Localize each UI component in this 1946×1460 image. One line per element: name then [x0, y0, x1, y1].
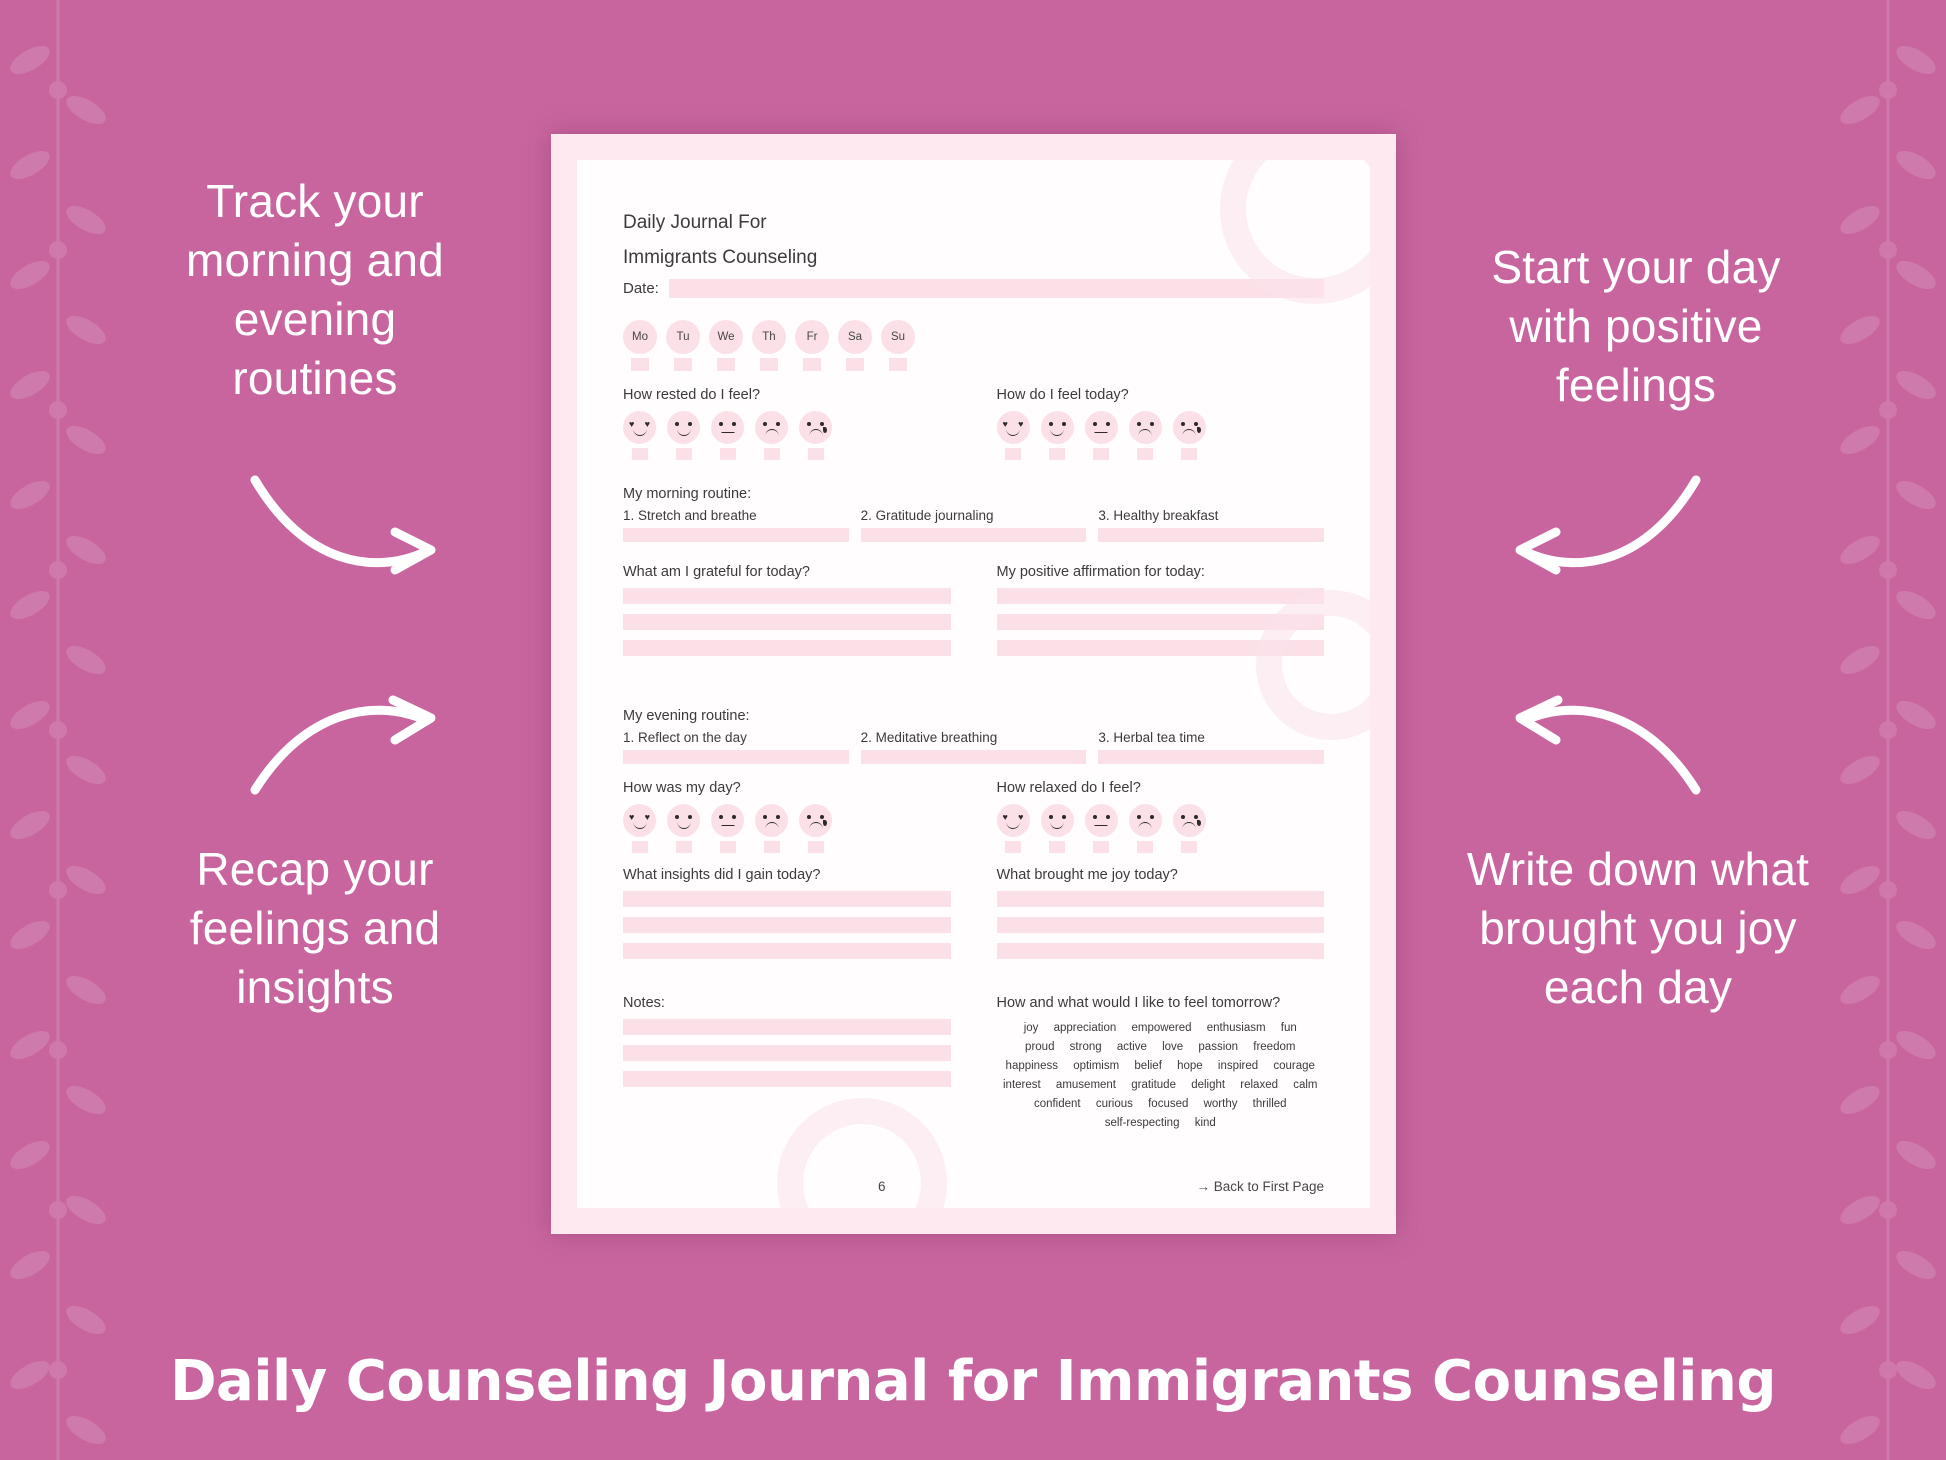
face-sad-icon [755, 804, 788, 837]
journal-sheet [577, 160, 1370, 1208]
notes-label: Notes: [623, 994, 665, 1011]
mood-option-sad[interactable] [1129, 804, 1162, 853]
face-crying-icon [799, 804, 832, 837]
feeling-word[interactable]: delight [1191, 1078, 1226, 1091]
arrow-down-left-icon [1496, 470, 1706, 590]
feeling-word[interactable]: kind [1194, 1116, 1216, 1129]
mood-checkbox[interactable] [1049, 841, 1065, 853]
mood-option-happy[interactable] [1041, 411, 1074, 460]
feeling-word[interactable]: hope [1177, 1059, 1203, 1072]
mood-checkbox[interactable] [1093, 448, 1109, 460]
day-label: Fr [795, 320, 829, 354]
day-selector [623, 320, 1324, 371]
feeling-word[interactable]: joy [1023, 1021, 1039, 1034]
evening-routine-item [623, 730, 849, 764]
feeling-word[interactable]: focused [1148, 1097, 1189, 1110]
mood-option-neutral[interactable] [1085, 804, 1118, 853]
day-checkbox[interactable] [717, 358, 735, 371]
write-line[interactable] [623, 614, 951, 630]
mood-row-morning [623, 371, 1324, 460]
feeling-word[interactable]: inspired [1217, 1059, 1259, 1072]
write-line[interactable] [623, 943, 951, 959]
mood-option-love[interactable] [623, 804, 656, 853]
mood-checkbox[interactable] [632, 448, 648, 460]
face-neutral-icon [1085, 804, 1118, 837]
face-sad-icon [1129, 804, 1162, 837]
feeling-word[interactable]: passion [1198, 1040, 1239, 1053]
face-love-icon: ♥ ♥ [997, 804, 1030, 837]
morning-routine-input[interactable] [1098, 528, 1324, 542]
feeling-word[interactable]: gratitude [1131, 1078, 1176, 1091]
morning-routine-text: 1. Stretch and breathe [623, 507, 757, 523]
write-line[interactable] [997, 640, 1325, 656]
notes-block [623, 995, 951, 1133]
mood-scale-feel-today [997, 411, 1325, 460]
day-checkbox[interactable] [760, 358, 778, 371]
insights-block [623, 867, 951, 969]
feeling-word[interactable]: optimism [1073, 1059, 1120, 1072]
arrow-up-left-icon [1496, 690, 1706, 810]
feeling-word[interactable]: thrilled [1252, 1097, 1287, 1110]
day-option[interactable] [795, 320, 829, 371]
morning-routine-item [861, 508, 1087, 542]
face-neutral-icon [711, 804, 744, 837]
evening-routine-label: My evening routine: [623, 707, 750, 724]
date-input[interactable] [669, 279, 1324, 298]
notes-tomorrow-row [623, 995, 1324, 1133]
mood-checkbox[interactable] [720, 448, 736, 460]
insights-joy-row [623, 867, 1324, 969]
face-love-icon: ♥ ♥ [623, 804, 656, 837]
day-option[interactable] [838, 320, 872, 371]
mood-checkbox[interactable] [632, 841, 648, 853]
date-label: Date: [623, 279, 659, 297]
face-crying-icon [1173, 804, 1206, 837]
evening-routine-row [623, 730, 1324, 764]
journal-page [551, 134, 1396, 1234]
question-rested: How rested do I feel? [623, 386, 761, 403]
mood-option-neutral[interactable] [711, 411, 744, 460]
write-line[interactable] [623, 1045, 951, 1061]
feeling-word[interactable]: active [1116, 1040, 1147, 1053]
face-sad-icon [755, 411, 788, 444]
question-grateful: What am I grateful for today? [623, 563, 810, 580]
question-relaxed: How relaxed do I feel? [996, 779, 1141, 796]
mood-checkbox[interactable] [676, 448, 692, 460]
joy-block [997, 867, 1325, 969]
joy-lines [997, 891, 1325, 959]
back-to-first-page-link[interactable]: → Back to First Page [1196, 1179, 1324, 1194]
face-happy-icon [1041, 804, 1074, 837]
promo-text-bottom-left: Recap your feelings and insights [189, 843, 441, 1013]
page-footer [623, 1179, 1324, 1194]
mood-checkbox[interactable] [1093, 841, 1109, 853]
evening-routine-input[interactable] [1098, 750, 1324, 764]
grateful-block [623, 564, 951, 666]
evening-routine-input[interactable] [861, 750, 1087, 764]
feeling-word[interactable]: love [1162, 1040, 1184, 1053]
mood-checkbox[interactable] [808, 448, 824, 460]
mood-checkbox[interactable] [1137, 841, 1153, 853]
write-line[interactable] [997, 917, 1325, 933]
feeling-word[interactable]: fun [1280, 1021, 1297, 1034]
mood-option-sad[interactable] [1129, 411, 1162, 460]
arrow-up-right-icon [245, 690, 455, 810]
mood-option-happy[interactable] [667, 411, 700, 460]
day-option[interactable] [752, 320, 786, 371]
write-line[interactable] [623, 588, 951, 604]
question-joy: What brought me joy today? [996, 866, 1178, 883]
mood-option-crying[interactable] [1173, 804, 1206, 853]
day-label: Mo [623, 320, 657, 354]
feeling-word[interactable]: strong [1069, 1040, 1102, 1053]
affirmation-block [997, 564, 1325, 666]
mood-checkbox[interactable] [1005, 841, 1021, 853]
mood-option-love[interactable] [997, 804, 1030, 853]
vine-pattern-icon [0, 0, 120, 1460]
promo-text-bottom-right: Write down what brought you joy each day [1466, 843, 1810, 1013]
feeling-word[interactable]: belief [1134, 1059, 1162, 1072]
write-line[interactable] [623, 891, 951, 907]
day-checkbox[interactable] [674, 358, 692, 371]
mood-option-crying[interactable] [1173, 411, 1206, 460]
tomorrow-block [997, 995, 1325, 1133]
day-option[interactable] [623, 320, 657, 371]
morning-routine-row [623, 508, 1324, 542]
mood-scale-rested [623, 411, 951, 460]
day-checkbox[interactable] [803, 358, 821, 371]
face-love-icon: ♥ ♥ [997, 411, 1030, 444]
day-checkbox[interactable] [846, 358, 864, 371]
feeling-word[interactable]: empowered [1131, 1021, 1192, 1034]
feeling-word[interactable]: proud [1025, 1040, 1055, 1053]
feeling-word[interactable]: interest [1003, 1078, 1041, 1091]
face-neutral-icon [711, 411, 744, 444]
day-label: We [709, 320, 743, 354]
mood-option-crying[interactable] [799, 804, 832, 853]
mood-option-sad[interactable] [755, 804, 788, 853]
mood-checkbox[interactable] [720, 841, 736, 853]
day-option[interactable] [666, 320, 700, 371]
morning-routine-text: 2. Gratitude journaling [860, 507, 994, 523]
feeling-word[interactable]: worthy [1203, 1097, 1238, 1110]
decorative-border-right [1826, 0, 1946, 1460]
mood-checkbox[interactable] [808, 841, 824, 853]
morning-routine-input[interactable] [861, 528, 1087, 542]
day-checkbox[interactable] [889, 358, 907, 371]
arrow-down-right-icon [245, 470, 455, 590]
day-option[interactable] [881, 320, 915, 371]
feeling-word-cloud [997, 1019, 1325, 1133]
write-line[interactable] [997, 588, 1325, 604]
mood-checkbox[interactable] [764, 841, 780, 853]
day-label: Tu [666, 320, 700, 354]
feeling-word[interactable]: appreciation [1053, 1021, 1117, 1034]
face-crying-icon [1173, 411, 1206, 444]
feeling-word[interactable]: confident [1033, 1097, 1081, 1110]
promo-text-top-left: Track your morning and evening routines [186, 175, 444, 404]
feeling-word[interactable]: courage [1273, 1059, 1315, 1072]
notes-lines [623, 1019, 951, 1087]
feeling-word[interactable]: self-respecting [1104, 1116, 1180, 1129]
decorative-border-left [0, 0, 120, 1460]
question-affirmation: My positive affirmation for today: [996, 563, 1205, 580]
evening-routine-item [861, 730, 1087, 764]
feeling-word[interactable]: freedom [1253, 1040, 1296, 1053]
feeling-word[interactable]: amusement [1055, 1078, 1117, 1091]
mood-checkbox[interactable] [1181, 448, 1197, 460]
mood-option-happy[interactable] [1041, 804, 1074, 853]
write-line[interactable] [997, 943, 1325, 959]
face-happy-icon [1041, 411, 1074, 444]
mood-option-sad[interactable] [755, 411, 788, 460]
day-option[interactable] [709, 320, 743, 371]
mood-scale-how-was-day [623, 804, 951, 853]
mood-checkbox[interactable] [764, 448, 780, 460]
vine-pattern-icon [1826, 0, 1946, 1460]
face-happy-icon [667, 411, 700, 444]
relaxed-block [997, 764, 1325, 853]
question-feel-today: How do I feel today? [996, 386, 1129, 403]
morning-routine-text: 3. Healthy breakfast [1098, 507, 1219, 523]
promo-text-top-right: Start your day with positive feelings [1491, 241, 1781, 411]
evening-routine-text: 1. Reflect on the day [623, 729, 747, 745]
feeling-word[interactable]: happiness [1005, 1059, 1058, 1072]
mood-scale-relaxed [997, 804, 1325, 853]
face-love-icon: ♥ ♥ [623, 411, 656, 444]
write-line[interactable] [997, 614, 1325, 630]
feeling-word[interactable]: enthusiasm [1206, 1021, 1266, 1034]
question-tomorrow: How and what would I like to feel tomorrow? [996, 994, 1281, 1011]
morning-routine-item [1098, 508, 1324, 542]
evening-routine-input[interactable] [623, 750, 849, 764]
feeling-word[interactable]: calm [1293, 1078, 1318, 1091]
face-crying-icon [799, 411, 832, 444]
grateful-lines [623, 588, 951, 656]
mood-option-neutral[interactable] [711, 804, 744, 853]
morning-routine-input[interactable] [623, 528, 849, 542]
mood-checkbox[interactable] [1005, 448, 1021, 460]
face-happy-icon [667, 804, 700, 837]
feel-today-block [997, 371, 1325, 460]
mood-option-crying[interactable] [799, 411, 832, 460]
date-row [623, 279, 1324, 298]
write-line[interactable] [623, 640, 951, 656]
mood-checkbox[interactable] [1181, 841, 1197, 853]
grateful-affirmation-row [623, 564, 1324, 666]
question-how-was-day: How was my day? [623, 779, 741, 796]
day-label: Su [881, 320, 915, 354]
face-sad-icon [1129, 411, 1162, 444]
mood-checkbox[interactable] [676, 841, 692, 853]
evening-routine-item [1098, 730, 1324, 764]
mood-row-evening [623, 764, 1324, 853]
morning-routine-label: My morning routine: [623, 485, 752, 502]
evening-routine-text: 3. Herbal tea time [1098, 729, 1205, 745]
feeling-word[interactable]: relaxed [1240, 1078, 1278, 1091]
evening-routine-text: 2. Meditative breathing [860, 729, 998, 745]
write-line[interactable] [623, 917, 951, 933]
day-label: Sa [838, 320, 872, 354]
mood-checkbox[interactable] [1049, 448, 1065, 460]
question-insights: What insights did I gain today? [623, 866, 821, 883]
feeling-word[interactable]: curious [1095, 1097, 1133, 1110]
morning-routine-item [623, 508, 849, 542]
day-label: Th [752, 320, 786, 354]
write-line[interactable] [997, 891, 1325, 907]
mood-option-love[interactable] [623, 411, 656, 460]
how-was-day-block [623, 764, 951, 853]
rested-block [623, 371, 951, 460]
day-checkbox[interactable] [631, 358, 649, 371]
write-line[interactable] [623, 1071, 951, 1087]
write-line[interactable] [623, 1019, 951, 1035]
affirmation-lines [997, 588, 1325, 656]
face-neutral-icon [1085, 411, 1118, 444]
journal-title-line2: Immigrants Counseling [623, 247, 818, 269]
mood-option-happy[interactable] [667, 804, 700, 853]
mood-checkbox[interactable] [1137, 448, 1153, 460]
mood-option-neutral[interactable] [1085, 411, 1118, 460]
journal-title-line1: Daily Journal For [623, 212, 767, 233]
product-title: Daily Counseling Journal for Immigrants Counseling [170, 1349, 1776, 1414]
mood-option-love[interactable] [997, 411, 1030, 460]
page-number: 6 [878, 1179, 886, 1194]
insights-lines [623, 891, 951, 959]
